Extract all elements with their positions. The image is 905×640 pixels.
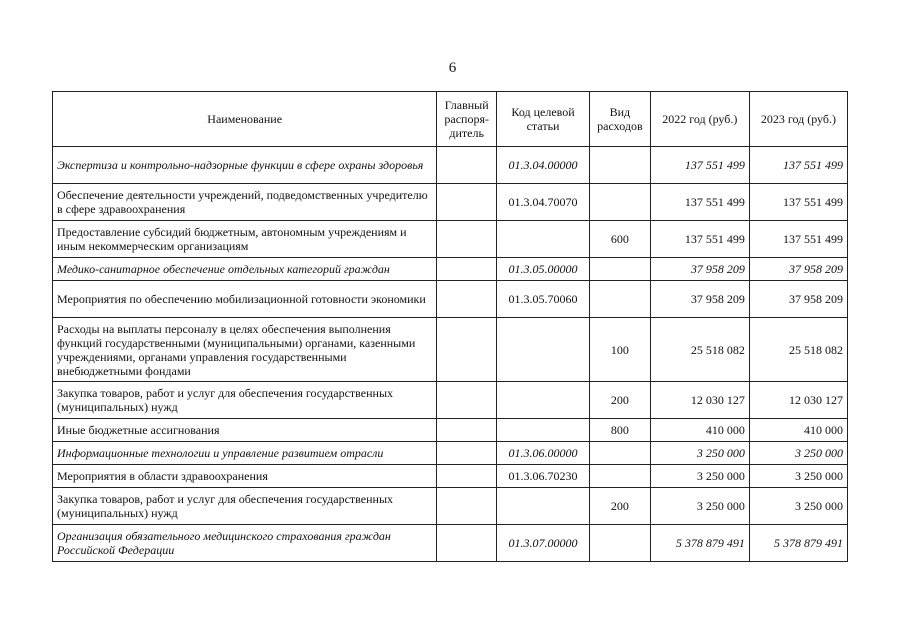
row-2022-cell: 5 378 879 491: [650, 525, 749, 562]
row-admin-cell: [437, 419, 497, 442]
row-2023-cell: 137 551 499: [749, 221, 847, 258]
row-code-cell: 01.3.07.00000: [497, 525, 590, 562]
row-code-cell: 01.3.04.70070: [497, 184, 590, 221]
row-2023-cell: 410 000: [749, 419, 847, 442]
header-admin: Главный распоря-дитель: [437, 92, 497, 147]
row-type-cell: 200: [590, 382, 651, 419]
row-admin-cell: [437, 221, 497, 258]
table-row: [53, 442, 848, 465]
row-admin-cell: [437, 318, 497, 382]
row-2023-cell: 5 378 879 491: [749, 525, 847, 562]
header-type: Вид расходов: [590, 92, 651, 147]
table-row: [53, 419, 848, 442]
row-2023-cell: 37 958 209: [749, 281, 847, 318]
row-2023-cell: 37 958 209: [749, 258, 847, 281]
table-row: [53, 258, 848, 281]
row-type-cell: 800: [590, 419, 651, 442]
row-2023-cell: 3 250 000: [749, 488, 847, 525]
header-code: Код целевой статьи: [497, 92, 590, 147]
row-code-cell: 01.3.06.00000: [497, 442, 590, 465]
table-body: [53, 147, 848, 562]
header-name: Наименование: [53, 92, 437, 147]
row-2023-cell: 12 030 127: [749, 382, 847, 419]
row-2022-cell: 3 250 000: [650, 442, 749, 465]
table-row: [53, 382, 848, 419]
row-2023-cell: 3 250 000: [749, 442, 847, 465]
row-name-cell: Экспертиза и контрольно-надзорные функции в сфере охраны здоровья: [53, 147, 437, 184]
row-type-cell: [590, 281, 651, 318]
row-code-cell: [497, 419, 590, 442]
row-2022-cell: 410 000: [650, 419, 749, 442]
row-admin-cell: [437, 147, 497, 184]
table-row: [53, 525, 848, 562]
row-admin-cell: [437, 382, 497, 419]
row-code-cell: 01.3.06.70230: [497, 465, 590, 488]
table-row: [53, 281, 848, 318]
row-2022-cell: 3 250 000: [650, 465, 749, 488]
row-2022-cell: 137 551 499: [650, 221, 749, 258]
row-type-cell: [590, 147, 651, 184]
row-code-cell: 01.3.05.70060: [497, 281, 590, 318]
budget-table: [52, 91, 848, 562]
table-row: [53, 465, 848, 488]
row-code-cell: 01.3.05.00000: [497, 258, 590, 281]
row-2022-cell: 137 551 499: [650, 184, 749, 221]
row-2022-cell: 3 250 000: [650, 488, 749, 525]
header-2022: 2022 год (руб.): [650, 92, 749, 147]
row-name-cell: Предоставление субсидий бюджетным, автономным учреждениям и иным некоммерческим организациям: [53, 221, 437, 258]
table-header: [53, 92, 848, 147]
row-admin-cell: [437, 465, 497, 488]
row-name-cell: Информационные технологии и управление развитием отрасли: [53, 442, 437, 465]
table-row: [53, 318, 848, 382]
row-admin-cell: [437, 488, 497, 525]
row-name-cell: Закупка товаров, работ и услуг для обеспечения государственных (муниципальных) нужд: [53, 488, 437, 525]
row-admin-cell: [437, 258, 497, 281]
row-type-cell: 600: [590, 221, 651, 258]
row-type-cell: [590, 525, 651, 562]
row-2023-cell: 25 518 082: [749, 318, 847, 382]
row-name-cell: Закупка товаров, работ и услуг для обеспечения государственных (муниципальных) нужд: [53, 382, 437, 419]
row-2022-cell: 37 958 209: [650, 258, 749, 281]
row-2022-cell: 137 551 499: [650, 147, 749, 184]
row-code-cell: [497, 382, 590, 419]
row-code-cell: 01.3.04.00000: [497, 147, 590, 184]
row-type-cell: [590, 442, 651, 465]
header-2023: 2023 год (руб.): [749, 92, 847, 147]
row-2022-cell: 12 030 127: [650, 382, 749, 419]
page-number: 6: [448, 60, 457, 76]
row-name-cell: Мероприятия в области здравоохранения: [53, 465, 437, 488]
row-2023-cell: 137 551 499: [749, 184, 847, 221]
row-2022-cell: 37 958 209: [650, 281, 749, 318]
row-type-cell: [590, 465, 651, 488]
row-2023-cell: 137 551 499: [749, 147, 847, 184]
row-type-cell: 200: [590, 488, 651, 525]
row-admin-cell: [437, 525, 497, 562]
row-name-cell: Расходы на выплаты персоналу в целях обеспечения выполнения функций государственными (муниципальными) органами, казенными учреждениями, органами управления государственными внебюджетными фондами: [53, 318, 437, 382]
row-name-cell: Медико-санитарное обеспечение отдельных категорий граждан: [53, 258, 437, 281]
row-admin-cell: [437, 281, 497, 318]
table-row: [53, 184, 848, 221]
row-2022-cell: 25 518 082: [650, 318, 749, 382]
row-code-cell: [497, 221, 590, 258]
row-name-cell: Обеспечение деятельности учреждений, подведомственных учредителю в сфере здравоохранения: [53, 184, 437, 221]
row-admin-cell: [437, 442, 497, 465]
row-type-cell: [590, 258, 651, 281]
row-type-cell: [590, 184, 651, 221]
table-row: [53, 221, 848, 258]
row-2023-cell: 3 250 000: [749, 465, 847, 488]
table-row: [53, 488, 848, 525]
row-name-cell: Организация обязательного медицинского страхования граждан Российской Федерации: [53, 525, 437, 562]
table-row: [53, 147, 848, 184]
row-code-cell: [497, 318, 590, 382]
row-name-cell: Мероприятия по обеспечению мобилизационной готовности экономики: [53, 281, 437, 318]
row-admin-cell: [437, 184, 497, 221]
row-name-cell: Иные бюджетные ассигнования: [53, 419, 437, 442]
row-type-cell: 100: [590, 318, 651, 382]
row-code-cell: [497, 488, 590, 525]
